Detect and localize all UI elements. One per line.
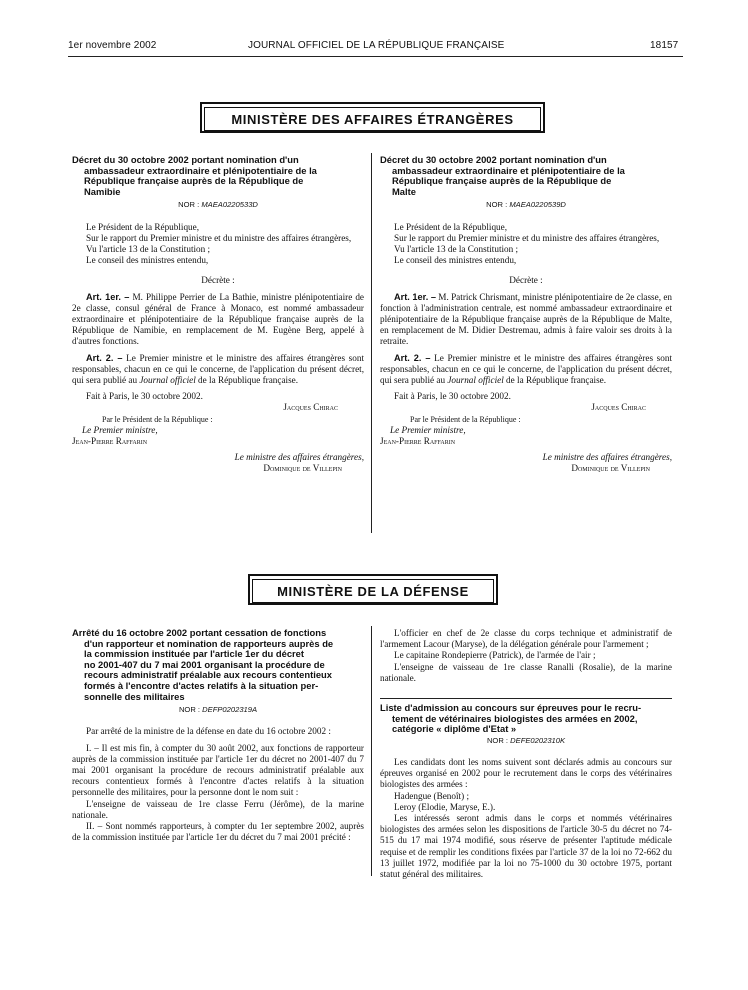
decree-title: Décret du 30 octobre 2002 portant nomination d'un ambassadeur extraordinaire et plénipotentiaire de la République française auprès de la République de Malte [380,154,625,197]
paragraph: Les candidats dont les noms suivent sont déclarés admis au concours sur épreuves organisé en 2002 pour le recrutement dans le corps des vétérinaires biologistes des armées : [380,756,672,790]
signer-name: Jacques Chirac [591,402,646,413]
par-le-president: Par le Président de la République : [102,414,213,424]
section-rule [380,698,672,699]
minister-name: Dominique de Villepin [571,463,650,474]
ministry-heading-box [248,574,498,605]
minister-title: Le ministre des affaires étrangères, [234,452,364,463]
paragraph: II. – Sont nommés rapporteurs, à compter du 1er septembre 2002, auprès de la commission instituée par l'article 1er du décret du 7 mai 2001 précité : [72,820,364,843]
minister-name: Dominique de Villepin [263,463,342,474]
decree-malte [380,155,672,475]
decree-title: Décret du 30 octobre 2002 portant nomination d'un ambassadeur extraordinaire et plénipotentiaire de la République française auprès de la République de Namibie [72,154,317,197]
paragraph: L'enseigne de vaisseau de 1re classe Ranalli (Rosalie), de la marine nationale. [380,661,672,683]
paragraph: Sur le rapport du Premier ministre et du ministre des affaires étrangères, [86,232,352,243]
paragraph: Par arrêté de la ministre de la défense en date du 16 octobre 2002 : [86,726,331,737]
paragraph: Vu l'article 13 de la Constitution ; [86,243,211,254]
nor-reference: NOR : MAEA0220539D [486,200,566,210]
pm-name: Jean-Pierre Raffarin [72,436,148,447]
candidate-name: Leroy (Elodie, Maryse, E.). [394,801,496,812]
liste-admission [380,703,672,880]
header-date: 1er novembre 2002 [68,40,157,51]
article-1: Art. 1er. – M. Patrick Chrismant, ministre plénipotentiaire de 2e classe, en fonction à l'administration centrale, est nommé ambassadeur extraordinaire et plénipotentiaire de la République française auprès de la République de Malte, en remplacement de M. Didier Destremau, admis à faire valoir ses droits à la retraite. [380,291,672,347]
liste-title: Liste d'admission au concours sur épreuves pour le recru- tement de vétérinaires biologistes des armées en 2002, catégorie « diplôme d'Etat » [380,702,642,735]
paragraph: Le conseil des ministres entendu, [394,255,517,266]
pm-title: Le Premier ministre, [82,424,158,435]
minister-title: Le ministre des affaires étrangères, [542,452,672,463]
article-2: Art. 2. – Le Premier ministre et le ministre des affaires étrangères sont responsables, chacun en ce qui le concerne, de l'application du présent décret, qui sera publié au Journal officiel de la République française. [72,352,365,386]
paragraph: Le capitaine Rondepierre (Patrick), de l'armée de l'air ; [394,650,596,661]
arrete-title: Arrêté du 16 octobre 2002 portant cessation de fonctions d'un rapporteur et nomination de rapporteurs auprès de la commission instituée par l'article 1er du décret no 2001-407 du 7 mai 2001 organisant la procédure de recours administratif préalable aux recours contentieux formés à l'encontre d'actes relatifs à la situation per- sonnelle des militaires [72,627,334,702]
paragraph: L'officier en chef de 2e classe du corps technique et administratif de l'armement Lacour (Maryse), de la délégation générale pour l'armement ; [380,628,672,650]
paragraph: L'enseigne de vaisseau de 1re classe Ferru (Jérôme), de la marine nationale. [72,798,364,820]
par-le-president: Par le Président de la République : [410,414,521,424]
decrete-label: Décrète : [509,275,543,286]
signer-name: Jacques Chirac [283,402,338,413]
journal-title: JOURNAL OFFICIEL DE LA RÉPUBLIQUE FRANÇAISE [248,40,505,51]
arrete-rapporteurs [72,628,364,843]
article-1: Art. 1er. – M. Philippe Perrier de La Bathie, ministre plénipotentiaire de 2e classe, consul général de France à Monaco, est nommé ambassadeur extraordinaire et plénipotentiaire de la République française auprès de la République de Namibie, en remplacement de M. Eugène Berg, appelé à d'autres fonctions. [72,291,365,347]
header-rule [68,56,683,57]
pm-title: Le Premier ministre, [390,424,466,435]
decree-namibie [72,155,364,475]
arrete-continued [380,628,672,684]
fait-a-paris: Fait à Paris, le 30 octobre 2002. [86,391,203,402]
ministry-heading: MINISTÈRE DES AFFAIRES ÉTRANGÈRES [204,107,541,131]
paragraph: Sur le rapport du Premier ministre et du ministre des affaires étrangères, [394,232,660,243]
paragraph: Le Président de la République, [394,221,508,232]
paragraph: I. – Il est mis fin, à compter du 30 août 2002, aux fonctions de rapporteur auprès de la commission instituée par l'article 1er du décret no 2001-407 du 7 mai 2001 organisant la procédure de recours administratif préalable aux recours contentieux formés à l'encontre d'actes relatifs à la situation personnelle des militaires, pour la personne dont le nom suit : [72,742,364,798]
article-2: Art. 2. – Le Premier ministre et le ministre des affaires étrangères sont responsables, chacun en ce qui le concerne, de l'application du présent décret, qui sera publié au Journal officiel de la République française. [380,352,673,386]
column-divider [371,153,372,533]
nor-reference: NOR : DEFE0202310K [486,735,566,745]
page-number: 18157 [650,40,679,51]
column-divider [371,626,372,876]
decrete-label: Décrète : [201,275,235,286]
ministry-heading: MINISTÈRE DE LA DÉFENSE [252,579,494,603]
fait-a-paris: Fait à Paris, le 30 octobre 2002. [394,391,511,402]
nor-reference: NOR : DEFP0202319A [178,705,258,715]
ministry-heading-box [200,102,545,133]
paragraph: Le Président de la République, [86,221,200,232]
pm-name: Jean-Pierre Raffarin [380,436,456,447]
paragraph: Le conseil des ministres entendu, [86,255,209,266]
candidate-name: Hadengue (Benoît) ; [394,790,470,801]
paragraph: Vu l'article 13 de la Constitution ; [394,243,519,254]
nor-reference: NOR : MAEA0220533D [178,200,258,210]
paragraph: Les intéressés seront admis dans le corps et nommés vétérinaires biologistes des armées selon les dispositions de l'article 30-5 du décret no 74-515 du 17 mai 1974 modifié, sous réserve de présenter l'aptitude médicale requise et de remplir les conditions fixées par l'article 37 de la loi no 72-662 du 13 juillet 1972, modifiée par la loi no 75-1000 du 30 octobre 1975, portant statut général des militaires. [380,813,672,880]
